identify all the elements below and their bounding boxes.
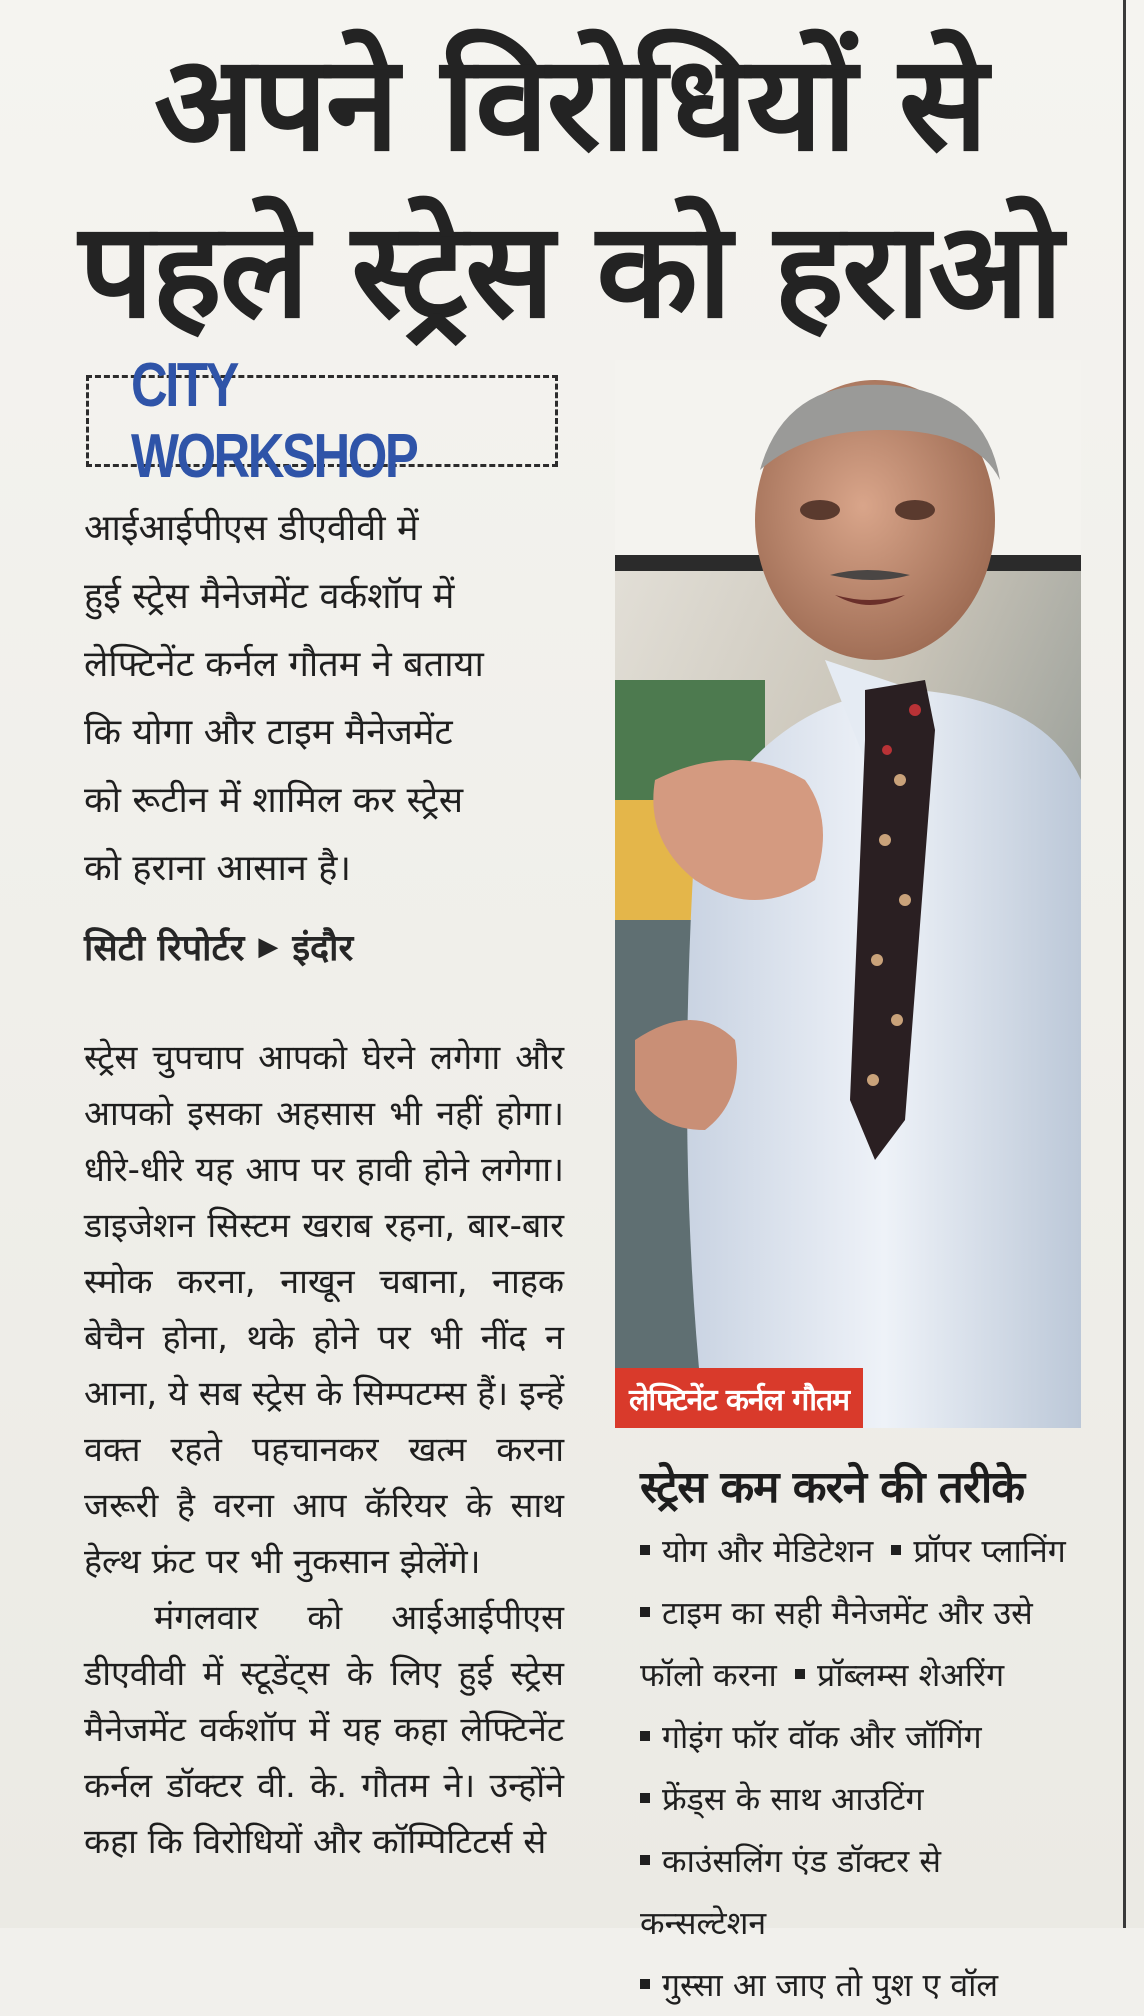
tip-text: टाइम का सही मैनेजमेंट और उसे bbox=[662, 1594, 1033, 1632]
intro-deck bbox=[84, 495, 564, 903]
list-item bbox=[640, 1644, 1080, 1706]
tip-text: गोइंग फॉर वॉक और जॉगिंग bbox=[662, 1718, 982, 1756]
headline-line-2: पहले स्ट्रेस को हराओ bbox=[78, 194, 1062, 348]
bullet-icon bbox=[891, 1545, 901, 1555]
speaker-photo-illustration bbox=[615, 360, 1081, 1428]
article-body bbox=[84, 1030, 564, 1870]
list-item bbox=[640, 1830, 1080, 1892]
byline-reporter: सिटी रिपोर्टर bbox=[84, 928, 245, 969]
tip-text: फॉलो करना bbox=[640, 1656, 777, 1694]
byline bbox=[84, 922, 353, 971]
intro-line: कि योगा और टाइम मैनेजमेंट bbox=[84, 712, 453, 753]
list-item bbox=[640, 1892, 1080, 1954]
intro-line: आईआईपीएस डीएवीवी में bbox=[84, 508, 419, 549]
tip-text: काउंसलिंग एंड डॉक्टर से bbox=[662, 1842, 942, 1880]
tips-list bbox=[640, 1520, 1080, 2016]
section-tag-box bbox=[86, 351, 558, 491]
bullet-icon bbox=[640, 1855, 650, 1865]
body-paragraph-1: स्ट्रेस चुपचाप आपको घेरने लगेगा और आपको इसका अहसास भी नहीं होगा। धीरे-धीरे यह आप पर हावी होने लगेगा। डाइजेशन सिस्टम खराब रहना, बार-बार स्मोक करना, नाखून चबाना, नाहक बेचैन होना, थके होने पर भी नींद न आना, ये सब स्ट्रेस के सिम्पटम्स हैं। इन्हें वक्त रहते पहचानकर खत्म करना जरूरी है वरना आप कॅरियर के साथ हेल्थ फ्रंट पर भी नुकसान झेलेंगे। bbox=[84, 1038, 564, 1582]
speaker-photo bbox=[615, 360, 1081, 1428]
tip-text: प्रॉपर प्लानिंग bbox=[913, 1532, 1066, 1570]
tip-text: कन्सल्टेशन bbox=[640, 1904, 767, 1942]
bullet-icon bbox=[640, 1607, 650, 1617]
list-item bbox=[640, 1768, 1080, 1830]
bullet-icon bbox=[640, 1545, 650, 1555]
tip-text: योग और मेडिटेशन bbox=[662, 1532, 874, 1570]
tips-title: स्ट्रेस कम करने की तरीके bbox=[640, 1462, 1025, 1513]
section-tag: CITY WORKSHOP bbox=[130, 351, 417, 491]
headline-line-1: अपने विरोधियों से bbox=[153, 27, 987, 181]
list-item bbox=[640, 1520, 1080, 1582]
play-arrow-icon: ▶ bbox=[258, 931, 279, 962]
intro-line: को हराना आसान है। bbox=[84, 848, 351, 889]
column-rule bbox=[1123, 0, 1126, 1928]
list-item bbox=[640, 1582, 1080, 1644]
intro-line: लेफ्टिनेंट कर्नल गौतम ने बताया bbox=[84, 644, 484, 685]
bullet-icon bbox=[640, 1731, 650, 1741]
intro-line: को रूटीन में शामिल कर स्ट्रेस bbox=[84, 780, 464, 821]
tip-text: फ्रेंड्स के साथ आउटिंग bbox=[662, 1780, 924, 1818]
tip-text: गुस्सा आ जाए तो पुश ए वॉल bbox=[662, 1966, 999, 2004]
list-item bbox=[640, 1706, 1080, 1768]
tip-text: प्रॉब्लम्स शेअरिंग bbox=[817, 1656, 1005, 1694]
bullet-icon bbox=[795, 1669, 805, 1679]
bullet-icon bbox=[640, 1979, 650, 1989]
bullet-icon bbox=[640, 1793, 650, 1803]
body-paragraph-2: मंगलवार को आईआईपीएस डीएवीवी में स्टूडेंट्स के लिए हुई स्ट्रेस मैनेजमेंट वर्कशॉप में यह कहा लेफ्टिनेंट कर्नल डॉक्टर वी. के. गौतम ने। उन्होंने कहा कि विरोधियों और कॉम्पिटिटर्स से bbox=[84, 1598, 564, 1862]
intro-line: हुई स्ट्रेस मैनेजमेंट वर्कशॉप में bbox=[84, 576, 455, 617]
list-item bbox=[640, 1954, 1080, 2016]
photo-caption: लेफ्टिनेंट कर्नल गौतम bbox=[615, 1368, 863, 1428]
byline-city: इंदौर bbox=[292, 928, 354, 969]
